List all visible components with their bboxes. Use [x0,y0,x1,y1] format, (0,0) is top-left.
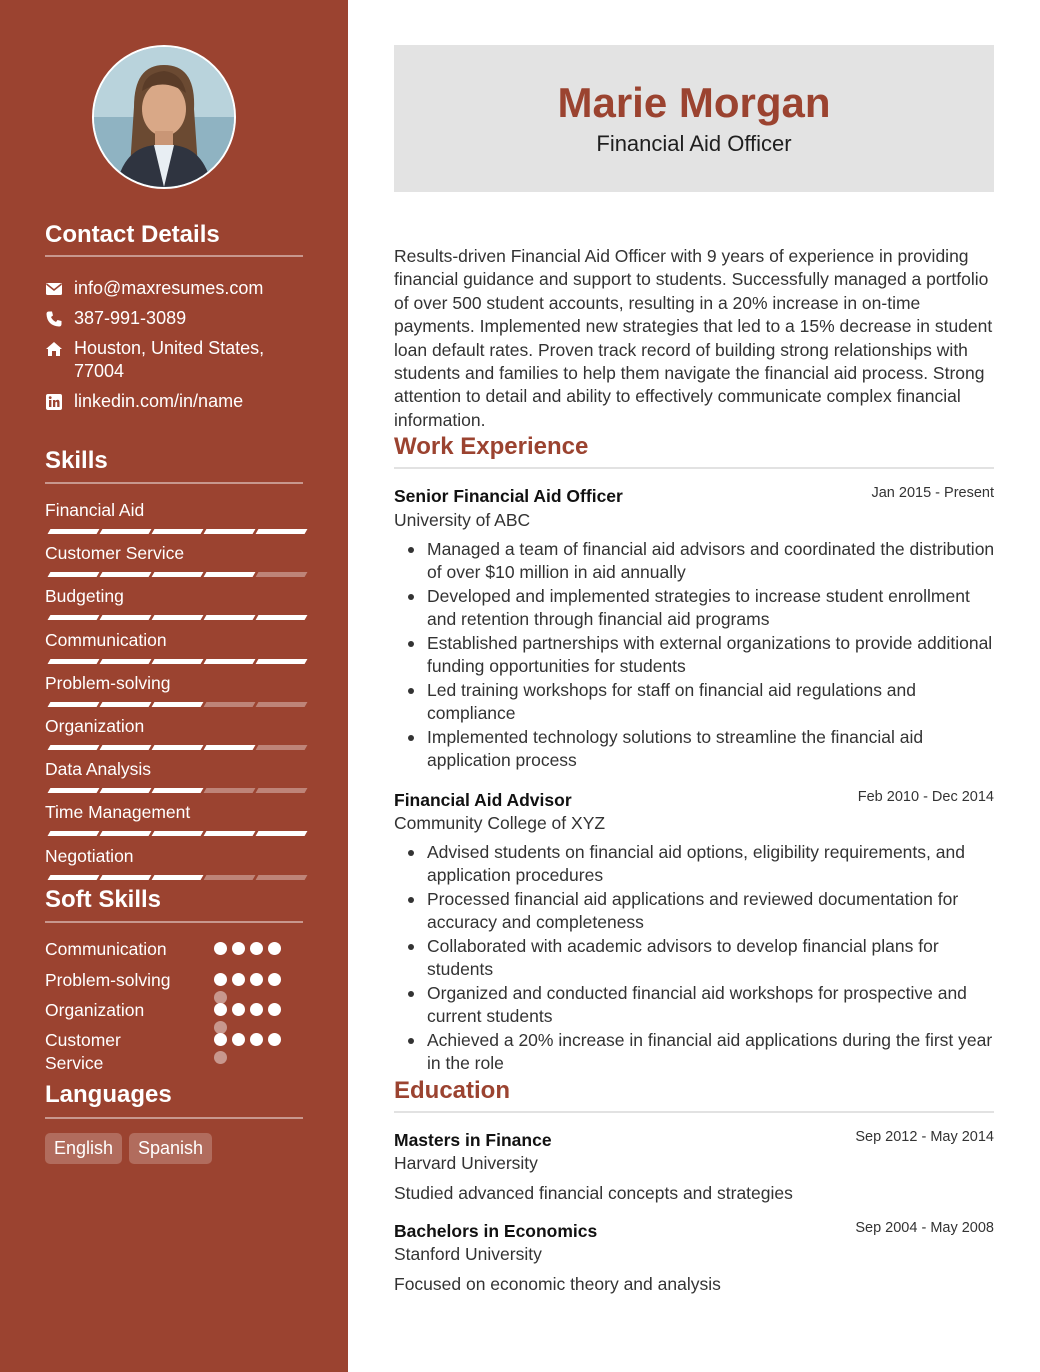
home-icon [45,340,63,358]
skill-level-bar [45,529,303,534]
job-bullet: Established partnerships with external organizations to provide additional funding opportunities for students [406,632,996,679]
skill-level-bar [45,615,303,620]
skill-level-segment [256,831,308,836]
skill-name: Budgeting [45,586,124,606]
skill-level-segment [48,659,100,664]
rating-dot [268,973,281,986]
skill-level-segment [100,745,152,750]
skill-name: Organization [45,716,145,736]
skill-level-segment [100,659,152,664]
skill-name: Financial Aid [45,500,145,520]
job-bullet: Led training workshops for staff on financial aid regulations and compliance [406,679,996,726]
skill-level-segment [256,875,308,880]
skill-level-segment [100,529,152,534]
skill-level-segment [256,788,308,793]
skill-level-segment [204,529,256,534]
skill-level-segment [48,529,100,534]
skill-level-bar [45,831,303,836]
skill-level-bar [45,875,303,880]
soft-skills-divider [45,921,303,923]
linkedin-icon [45,393,63,411]
job-bullet: Developed and implemented strategies to increase student enrollment and retention through financial aid programs [406,585,996,632]
soft-skill-name: Customer Service [45,1030,121,1073]
skill-level-segment [204,659,256,664]
rating-dot [250,973,263,986]
skill-level-segment [100,875,152,880]
skill-level-segment [152,745,204,750]
languages-heading: Languages [45,1081,172,1108]
phone-icon [45,310,63,328]
job-title: Financial Aid Officer [596,131,792,156]
skill-level-segment [204,572,256,577]
education-date: Sep 2004 - May 2008 [855,1220,994,1236]
skill-level-bar [45,745,303,750]
skill-level-segment [204,831,256,836]
soft-skill-name: Organization [45,1000,145,1020]
contact-address-text: Houston, United States, 77004 [74,338,265,381]
skill-level-bar [45,659,303,664]
contact-divider [45,255,303,257]
job-bullet: Implemented technology solutions to streamline the financial aid application process [406,726,996,773]
skill-name: Customer Service [45,543,185,563]
skill-level-segment [256,702,308,707]
languages-divider [45,1117,303,1119]
skill-level-segment [100,615,152,620]
education-heading: Education [394,1077,511,1104]
job-bullet: Managed a team of financial aid advisors and coordinated the distribution of over $10 million in aid annually [406,538,996,585]
rating-dot [214,1003,227,1016]
skill-name: Problem-solving [45,673,171,693]
soft-skill-name: Problem-solving [45,970,171,990]
skill-level-segment [100,788,152,793]
skill-level-segment [100,702,152,707]
soft-skill-name: Communication [45,939,167,959]
skill-name: Time Management [45,802,191,822]
education-date: Sep 2012 - May 2014 [855,1129,994,1145]
rating-dot [214,942,227,955]
education-description: Focused on economic theory and analysis [394,1274,721,1294]
skill-name: Data Analysis [45,759,152,779]
rating-dot [250,942,263,955]
education-degree: Masters in Finance [394,1130,552,1150]
skill-level-segment [48,702,100,707]
job-bullets [406,538,996,773]
skill-level-segment [100,572,152,577]
summary-paragraph: Results-driven Financial Aid Officer with 9 years of experience in providing financial guidance and support to students. Successfully managed a portfolio of over 500 student accounts, resulting in a 20% increase in on-time payments. Implemented new strategies that led to a 15% decrease in student loan default rates. Proven track record of building strong relationships with students and families to help them navigate the financial aid process. Strong attention to detail and ability to effectively communicate complex financial information. [394,246,993,430]
rating-dot [250,1033,263,1046]
skill-level-segment [256,745,308,750]
skill-level-segment [152,875,204,880]
skill-level-segment [204,615,256,620]
contact-heading: Contact Details [45,221,220,248]
skill-level-segment [204,745,256,750]
rating-dot [214,973,227,986]
rating-dot [232,942,245,955]
sidebar [0,0,348,1372]
rating-dot [268,942,281,955]
contact-linkedin[interactable] [45,390,303,413]
job-organization: University of ABC [394,510,531,530]
skill-level-segment [48,788,100,793]
skill-level-segment [48,831,100,836]
skill-level-segment [48,875,100,880]
job-bullets [406,841,996,1076]
work-experience-heading: Work Experience [394,433,589,460]
skill-level-segment [152,615,204,620]
skill-level-segment [204,788,256,793]
contact-linkedin-text: linkedin.com/in/name [74,391,244,411]
job-position: Financial Aid Advisor [394,790,572,810]
job-bullet: Processed financial aid applications and reviewed documentation for accuracy and completeness [406,888,996,935]
soft-skills-heading: Soft Skills [45,886,162,913]
rating-dot [250,1003,263,1016]
job-bullet: Advised students on financial aid options, eligibility requirements, and application procedures [406,841,996,888]
rating-dot [232,1003,245,1016]
skill-level-bar [45,572,303,577]
contact-email-text: info@maxresumes.com [74,278,264,298]
education-divider [394,1111,994,1113]
contact-email[interactable] [45,277,303,300]
education-description: Studied advanced financial concepts and strategies [394,1183,793,1203]
skill-name: Communication [45,630,167,650]
skill-level-segment [152,831,204,836]
skill-level-segment [152,702,204,707]
skill-name: Negotiation [45,846,134,866]
rating-dot-overflow [214,1051,227,1064]
job-position: Senior Financial Aid Officer [394,486,623,506]
education-school: Harvard University [394,1153,538,1173]
skill-level-segment [152,659,204,664]
rating-dot [214,1033,227,1046]
portrait-image [94,47,234,187]
rating-dot [232,973,245,986]
rating-dot [232,1033,245,1046]
skill-level-segment [256,615,308,620]
education-degree: Bachelors in Economics [394,1221,598,1241]
skill-level-segment [204,875,256,880]
skill-level-segment [100,831,152,836]
skill-level-segment [152,572,204,577]
skill-level-segment [256,572,308,577]
language-tag: English [45,1133,122,1164]
envelope-icon [45,280,63,298]
education-school: Stanford University [394,1244,542,1264]
person-name: Marie Morgan [557,79,831,126]
work-experience-divider [394,467,994,469]
contact-phone[interactable] [45,307,303,330]
job-bullet: Organized and conducted financial aid workshops for prospective and current students [406,982,996,1029]
job-bullet: Achieved a 20% increase in financial aid applications during the first year in the role [406,1029,996,1076]
skill-level-bar [45,702,303,707]
skill-level-segment [204,702,256,707]
skill-level-segment [152,529,204,534]
job-date: Feb 2010 - Dec 2014 [857,789,994,805]
skill-level-segment [48,615,100,620]
skill-level-segment [48,745,100,750]
profile-photo [92,45,236,189]
language-tag: Spanish [129,1133,212,1164]
skill-level-segment [152,788,204,793]
skill-level-segment [256,659,308,664]
contact-address [45,337,303,383]
skill-level-segment [256,529,308,534]
skill-level-segment [48,572,100,577]
skill-level-bar [45,788,303,793]
rating-dot [268,1003,281,1016]
rating-dot [268,1033,281,1046]
job-date: Jan 2015 - Present [871,485,994,501]
contact-phone-text: 387-991-3089 [74,308,187,328]
job-organization: Community College of XYZ [394,813,606,833]
job-bullet: Collaborated with academic advisors to develop financial plans for students [406,935,996,982]
skills-divider [45,482,303,484]
name-header [394,45,994,192]
skills-heading: Skills [45,447,108,474]
